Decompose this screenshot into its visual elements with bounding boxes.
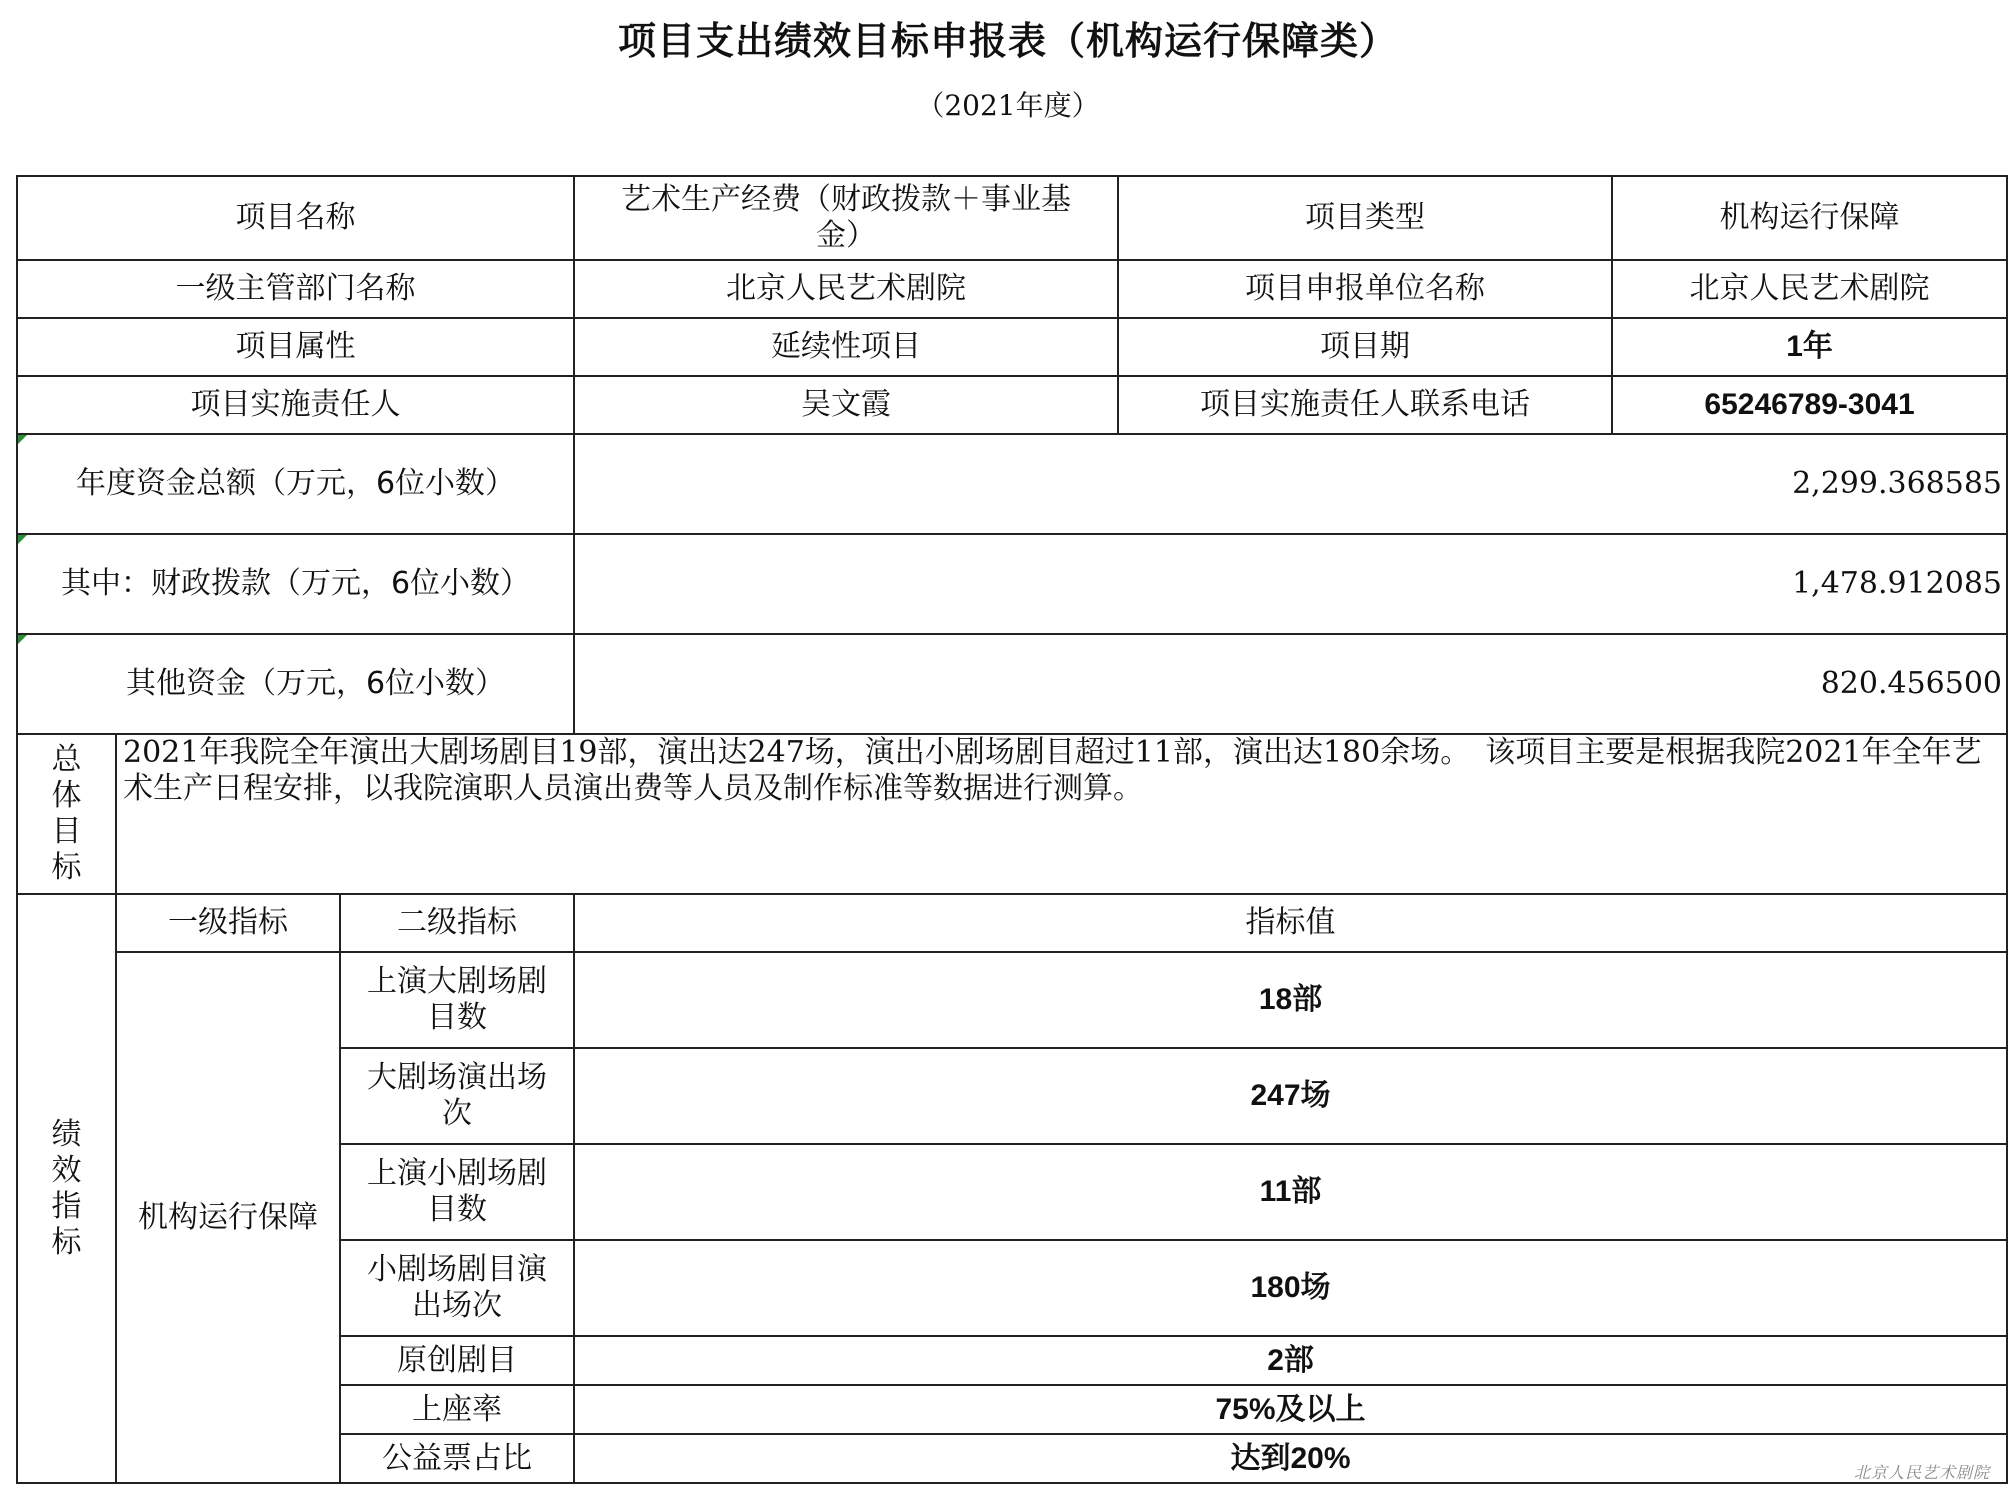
indicator-value: 18部 xyxy=(574,952,2007,1048)
indicator-name: 原创剧目 xyxy=(340,1336,574,1385)
period-label: 项目期 xyxy=(1118,318,1612,376)
form-year: （2021年度） xyxy=(916,89,1100,122)
manager-value: 吴文霞 xyxy=(574,376,1118,434)
value-header: 指标值 xyxy=(574,894,2007,952)
watermark-text: 北京人民艺术剧院 xyxy=(1853,1463,1990,1482)
project-name-label: 项目名称 xyxy=(17,176,574,260)
indicator-value: 达到20% xyxy=(574,1434,2007,1483)
indicator-name: 上座率 xyxy=(340,1385,574,1434)
form-title: 项目支出绩效目标申报表（机构运行保障类） xyxy=(617,19,1398,63)
indicator-label xyxy=(17,894,116,1483)
performance-goal-table xyxy=(16,175,2008,1484)
total-funds-value: 2,299.368585 xyxy=(574,434,2007,534)
other-funds-value: 820.456500 xyxy=(574,634,2007,734)
applicant-value: 北京人民艺术剧院 xyxy=(1612,260,2007,318)
indicator-name: 小剧场剧目演出场次 xyxy=(340,1240,574,1336)
indicator-value: 11部 xyxy=(574,1144,2007,1240)
indicator-value: 75%及以上 xyxy=(574,1385,2007,1434)
indicator-name: 上演大剧场剧目数 xyxy=(340,952,574,1048)
applicant-label: 项目申报单位名称 xyxy=(1118,260,1612,318)
indicator-name: 上演小剧场剧目数 xyxy=(340,1144,574,1240)
manager-label: 项目实施责任人 xyxy=(17,376,574,434)
phone-label: 项目实施责任人联系电话 xyxy=(1118,376,1612,434)
other-funds-label: 其他资金（万元，6位小数） xyxy=(17,634,574,734)
goal-text: 2021年我院全年演出大剧场剧目19部，演出达247场，演出小剧场剧目超过11部，演出达180余场。 该项目主要是根据我院2021年全年艺术生产日程安排，以我院演职人员演出费等人员及制作标准等数据进行测算。 xyxy=(116,734,2007,894)
period-value: 1年 xyxy=(1612,318,2007,376)
total-funds-label: 年度资金总额（万元，6位小数） xyxy=(17,434,574,534)
level2-header: 二级指标 xyxy=(340,894,574,952)
project-type-value: 机构运行保障 xyxy=(1612,176,2007,260)
dept-label: 一级主管部门名称 xyxy=(17,260,574,318)
project-type-label: 项目类型 xyxy=(1118,176,1612,260)
indicator-value: 2部 xyxy=(574,1336,2007,1385)
fiscal-funds-label: 其中：财政拨款（万元，6位小数） xyxy=(17,534,574,634)
indicator-label-text: 绩效指标 xyxy=(51,1116,82,1260)
indicator-name: 公益票占比 xyxy=(340,1434,574,1483)
indicator-value: 247场 xyxy=(574,1048,2007,1144)
attr-label: 项目属性 xyxy=(17,318,574,376)
indicator-name: 大剧场演出场次 xyxy=(340,1048,574,1144)
goal-label-text: 总体目标 xyxy=(51,742,82,885)
goal-label xyxy=(17,734,116,894)
project-name-value: 艺术生产经费（财政拨款＋事业基金） xyxy=(574,176,1118,260)
indicator-value: 180场 xyxy=(574,1240,2007,1336)
phone-value: 65246789-3041 xyxy=(1612,376,2007,434)
fiscal-funds-value: 1,478.912085 xyxy=(574,534,2007,634)
dept-value: 北京人民艺术剧院 xyxy=(574,260,1118,318)
level1-value: 机构运行保障 xyxy=(116,952,340,1483)
attr-value: 延续性项目 xyxy=(574,318,1118,376)
level1-header: 一级指标 xyxy=(116,894,340,952)
